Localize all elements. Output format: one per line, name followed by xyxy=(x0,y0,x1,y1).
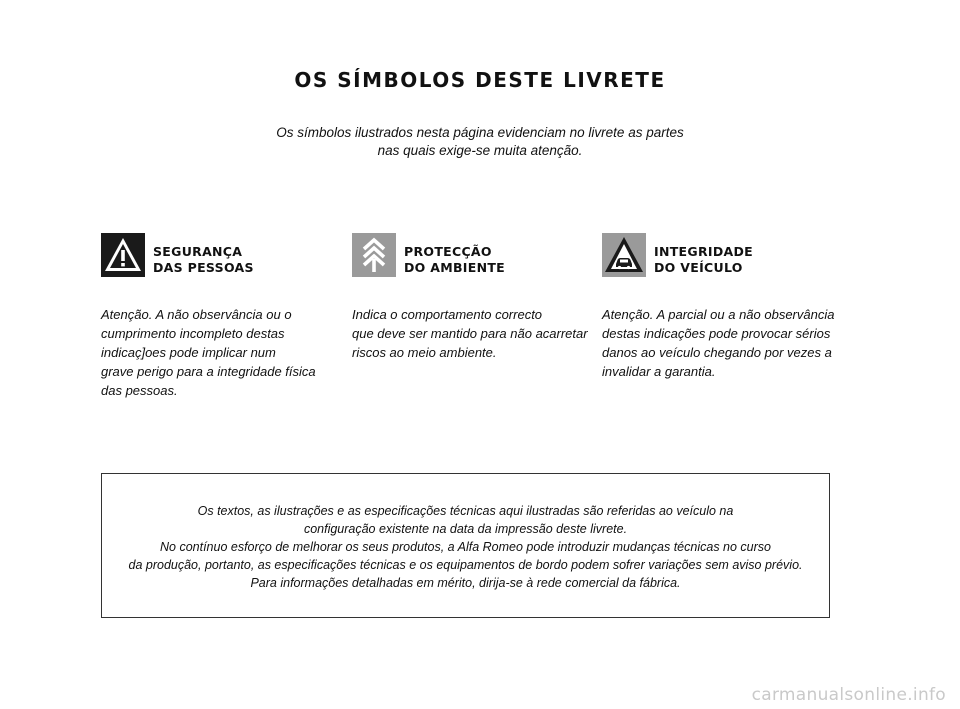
symbol-text-line: Atenção. A não observância ou o xyxy=(101,307,292,322)
symbol-text-line: destas indicações pode provocar sérios xyxy=(602,326,831,341)
symbol-text-line: que deve ser mantido para não acarretar xyxy=(352,326,588,341)
symbol-title-line: INTEGRIDADE xyxy=(654,244,753,259)
symbol-description xyxy=(352,305,592,362)
notice-line: No contínuo esforço de melhorar os seus produtos, a Alfa Romeo pode introduzir mudanças técnicas no curso xyxy=(160,540,771,554)
notice-line: Para informações detalhadas em mérito, dirija-se à rede comercial da fábrica. xyxy=(250,576,681,590)
notice-box xyxy=(101,473,830,618)
intro-line: Os símbolos ilustrados nesta página evidenciam no livrete as partes xyxy=(276,125,684,140)
symbol-title xyxy=(404,244,505,276)
symbol-title-line: PROTECÇÃO xyxy=(404,244,492,259)
notice-line: Os textos, as ilustrações e as especificações técnicas aqui ilustradas são referidas ao veículo na xyxy=(197,504,734,518)
notice-line: configuração existente na data da impressão deste livrete. xyxy=(303,522,628,536)
symbol-text-line: grave perigo para a integridade física xyxy=(101,364,316,379)
symbol-environment-protection xyxy=(352,233,592,362)
symbol-text-line: das pessoas. xyxy=(101,383,178,398)
symbol-text-line: danos ao veículo chegando por vezes a xyxy=(602,345,832,360)
symbol-description xyxy=(101,305,341,400)
symbol-title-line: DO AMBIENTE xyxy=(404,260,506,275)
intro-line: nas quais exige-se muita atenção. xyxy=(377,143,583,158)
symbol-title xyxy=(654,244,753,276)
symbol-people-safety xyxy=(101,233,341,400)
symbol-text-line: Indica o comportamento correcto xyxy=(352,307,543,322)
symbol-title-line: SEGURANÇA xyxy=(153,244,243,259)
page-title: OS SÍMBOLOS DESTE LIVRETE xyxy=(294,68,666,92)
symbol-text-line: indicaç]oes pode implicar num xyxy=(101,345,276,360)
symbol-text-line: Atenção. A parcial ou a não observância xyxy=(602,307,835,322)
intro-text xyxy=(180,124,780,160)
symbol-description xyxy=(602,305,842,381)
watermark: carmanualsonline.info xyxy=(751,685,946,705)
environment-tree-icon xyxy=(352,233,396,277)
symbol-text-line: riscos ao meio ambiente. xyxy=(352,345,497,360)
symbol-title xyxy=(153,244,254,276)
symbol-text-line: cumprimento incompleto destas xyxy=(101,326,285,341)
symbol-vehicle-integrity xyxy=(602,233,842,381)
warning-triangle-icon xyxy=(101,233,145,277)
notice-text xyxy=(102,502,829,592)
symbol-title-line: DO VEÍCULO xyxy=(654,260,743,275)
symbol-title-line: DAS PESSOAS xyxy=(153,260,254,275)
notice-line: da produção, portanto, as especificações técnicas e os equipamentos de bordo podem sofrer variações sem aviso prévio. xyxy=(128,558,803,572)
symbol-text-line: invalidar a garantia. xyxy=(602,364,716,379)
vehicle-warning-icon xyxy=(602,233,646,277)
